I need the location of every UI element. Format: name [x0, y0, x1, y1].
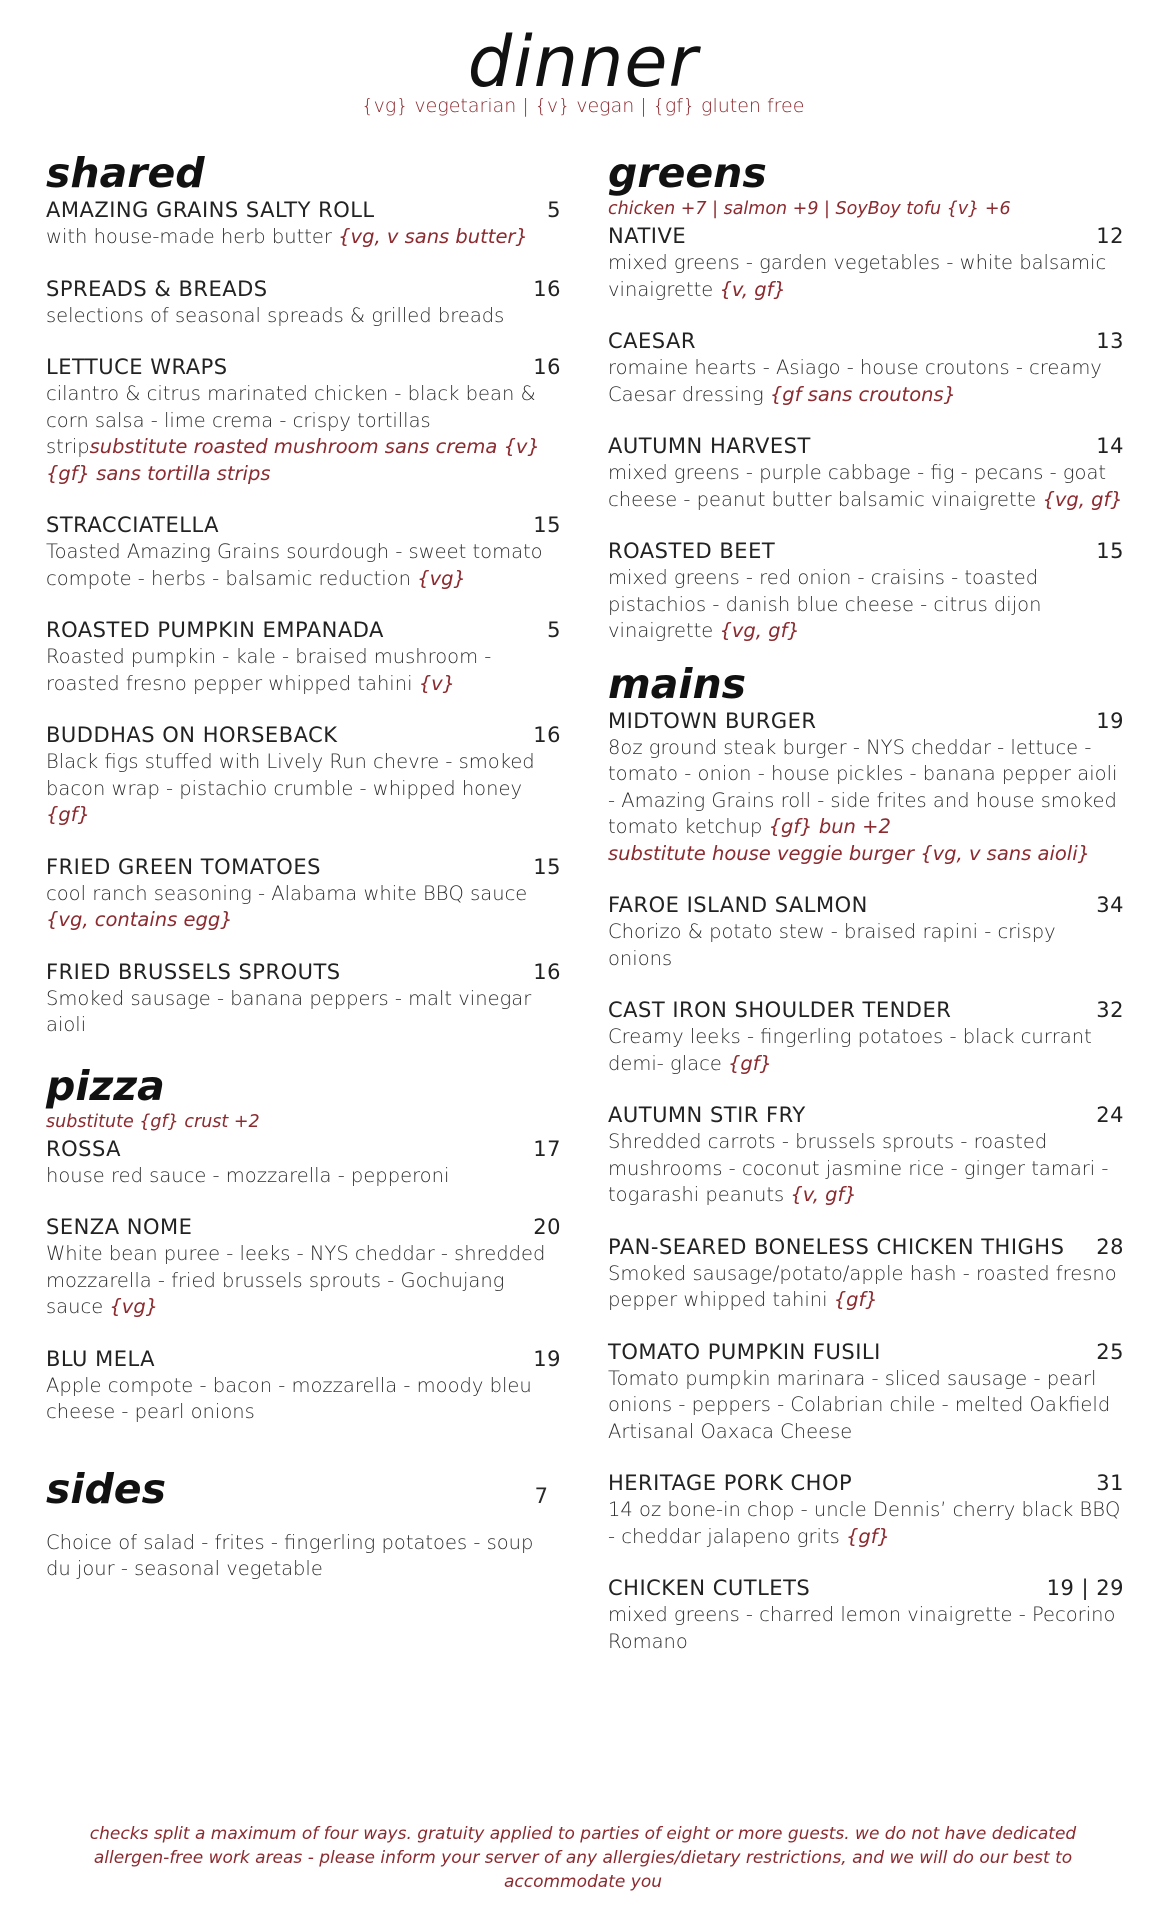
menu-item-price: 24: [1096, 1103, 1124, 1127]
left-column: [46, 150, 561, 1583]
menu-item-description-text: with house-made herb butter: [46, 225, 339, 248]
menu-item-dietary-tag: {gf}: [46, 803, 91, 826]
menu-item-name: SENZA NOME: [46, 1215, 193, 1239]
menu-item-dietary-tag: {gf sans croutons}: [769, 382, 957, 406]
menu-item: [46, 1213, 561, 1321]
menu-item-dietary-tag: {vg, gf}: [1042, 487, 1123, 511]
menu-item: [46, 275, 561, 330]
menu-item-description: [608, 1366, 1124, 1446]
pizza-items: [46, 1135, 561, 1426]
menu-item-description-text: Apple compote - bacon - mozzarella - moody bleu cheese - pearl onions: [46, 1373, 532, 1423]
menu-item-description: [46, 881, 561, 934]
menu-item-price: 14: [1096, 434, 1124, 458]
menu-item-description: [608, 1024, 1124, 1077]
menu-item-price: 16: [533, 355, 561, 379]
menu-item-name: AMAZING GRAINS SALTY ROLL: [46, 198, 375, 222]
menu-item-price: 16: [533, 276, 561, 301]
menu-item-description-text: mixed greens - garden vegetables - white balsamic vinaigrette: [608, 251, 1107, 301]
menu-item: [46, 1345, 561, 1426]
menu-item: [46, 853, 561, 934]
menu-item-description: [46, 644, 561, 697]
menu-item: [608, 1574, 1124, 1655]
menu-item-description-text: selections of seasonal spreads & grilled breads: [46, 303, 505, 327]
menu-item-name: FRIED BRUSSELS SPROUTS: [46, 959, 341, 984]
menu-item-price: 19 | 29: [1046, 1576, 1124, 1600]
menu-item-header: [608, 1233, 1124, 1261]
menu-item-description-text: Creamy leeks - fingerling potatoes - black currant demi- glace: [608, 1025, 1092, 1075]
menu-item-name: AUTUMN STIR FRY: [608, 1103, 806, 1127]
sides-price: 7: [534, 1483, 548, 1508]
menu-item-header: [608, 537, 1124, 565]
menu-item-description: [608, 1602, 1124, 1655]
menu-item-price: 5: [547, 198, 561, 222]
menu-item: [608, 222, 1124, 303]
menu-item-description-text: White bean puree - leeks - NYS cheddar - shredded mozzarella - fried brussels sprouts - Gochujang sauce: [46, 1242, 546, 1318]
menu-item: [608, 996, 1124, 1077]
menu-item-header: [46, 1135, 561, 1163]
menu-item-header: [608, 707, 1124, 735]
section-title-greens: greens: [608, 149, 767, 197]
menu-item-name: AUTUMN HARVEST: [608, 434, 811, 458]
menu-item: [46, 353, 561, 487]
menu-item-header: [46, 353, 561, 381]
menu-item-description-text: mixed greens - purple cabbage - fig - pecans - goat cheese - peanut butter balsamic vinaigrette: [608, 461, 1107, 511]
menu-item-price: 31: [1096, 1471, 1124, 1495]
menu-item-description-text: 14 oz bone-in chop - uncle Dennis’ cherry black BBQ - cheddar jalapeno grits: [608, 1498, 1121, 1548]
menu-item-dietary-tag: {gf} sans tortilla strips: [46, 461, 271, 485]
shared-items: [46, 196, 561, 1039]
menu-item-description: [608, 460, 1124, 513]
menu-item-dietary-tag: {v}: [418, 671, 456, 695]
menu-item-name: LETTUCE WRAPS: [46, 355, 228, 379]
menu-item-price: 17: [533, 1136, 561, 1161]
menu-item-description: [46, 1241, 561, 1321]
menu-item-description-text: romaine hearts - Asiago - house croutons - creamy Caesar dressing: [608, 356, 1102, 406]
menu-item-price: 15: [533, 854, 561, 879]
menu-item-name: BLU MELA: [46, 1346, 156, 1371]
menu-item-name: HERITAGE PORK CHOP: [608, 1471, 853, 1495]
menu-item-header: [608, 1101, 1124, 1129]
menu-item-dietary-tag: {vg}: [417, 566, 466, 590]
menu-item-header: [608, 432, 1124, 460]
sides-description: Choice of salad - frites - fingerling potatoes - soup du jour - seasonal vegetable: [46, 1530, 534, 1580]
menu-item-name: MIDTOWN BURGER: [608, 708, 817, 733]
menu-item-dietary-tag: substitute roasted mushroom sans crema {v}: [89, 435, 540, 458]
menu-item-price: 5: [547, 618, 561, 642]
menu-item-dietary-tag: {gf}: [728, 1051, 773, 1075]
menu-item-name: ROASTED PUMPKIN EMPANADA: [46, 618, 384, 642]
menu-item-header: [608, 1469, 1124, 1497]
menu-item-name: BUDDHAS ON HORSEBACK: [46, 723, 338, 747]
menu-item-header: [46, 853, 561, 881]
pizza-note: substitute {gf} crust +2: [46, 1111, 260, 1132]
menu-item-name: FRIED GREEN TOMATOES: [46, 854, 321, 879]
menu-item-header: [608, 1574, 1124, 1602]
menu-item-price: 16: [533, 723, 561, 747]
menu-item: [608, 891, 1124, 972]
menu-item-dietary-tag: {vg, gf}: [719, 619, 800, 642]
section-title-mains: mains: [608, 659, 747, 708]
menu-item-price: 32: [1096, 998, 1124, 1022]
menu-item-price: 16: [533, 959, 561, 984]
menu-item-price: 34: [1096, 893, 1124, 917]
menu-item-name: PAN-SEARED BONELESS CHICKEN THIGHS: [608, 1234, 1065, 1259]
menu-item-description: [46, 986, 561, 1039]
mains-items: [608, 707, 1124, 1656]
menu-item-description-text: Smoked sausage - banana peppers - malt vinegar aioli: [46, 986, 532, 1036]
menu-item-header: [46, 1213, 561, 1241]
sides-header: [46, 1466, 548, 1512]
menu-item-dietary-tag: {vg}: [109, 1295, 159, 1318]
menu-item-description-text: Shredded carrots - brussels sprouts - roasted mushrooms - coconut jasmine rice - ginger tamari - togarashi peanuts: [608, 1130, 1109, 1206]
menu-item-header: [46, 958, 561, 986]
menu-item-name: CAESAR: [608, 329, 696, 353]
menu-item-price: 28: [1096, 1234, 1124, 1259]
menu-item: [608, 1469, 1124, 1550]
menu-item-header: [46, 721, 561, 749]
menu-item-price: 15: [533, 513, 561, 537]
menu-item-description-text: mixed greens - red onion - craisins - toasted pistachios - danish blue cheese - citrus dijon vinaigrette: [608, 566, 1042, 642]
menu-item-dietary-tag: {gf} bun +2: [768, 815, 891, 838]
menu-item-name: ROSSA: [46, 1136, 122, 1161]
menu-item: [46, 511, 561, 592]
menu-item: [608, 1101, 1124, 1209]
menu-item-price: 12: [1096, 224, 1124, 248]
menu-item-price: 15: [1096, 539, 1124, 563]
menu-item-header: [46, 196, 561, 224]
menu-item-dietary-tag: {v, gf}: [719, 277, 786, 301]
menu-item-description-text: cilantro & citrus marinated chicken - black bean & corn salsa - lime crema - crispy tortillas strip: [46, 382, 536, 458]
menu-item-price: 19: [1096, 708, 1124, 733]
menu-item: [46, 196, 561, 251]
menu-item-name: CAST IRON SHOULDER TENDER: [608, 998, 952, 1022]
menu-item-description: [608, 919, 1124, 972]
menu-item-description: [608, 1261, 1124, 1314]
menu-item: [608, 537, 1124, 645]
menu-item-price: 20: [533, 1215, 561, 1239]
menu-item-description-text: Roasted pumpkin - kale - braised mushroom - roasted fresno pepper whipped tahini: [46, 645, 492, 695]
menu-item: [46, 616, 561, 697]
menu-item-description-text: Toasted Amazing Grains sourdough - sweet tomato compote - herbs - balsamic reduction: [46, 540, 543, 590]
menu-item: [608, 1233, 1124, 1314]
menu-item-description: [608, 735, 1124, 868]
section-title-shared: shared: [46, 149, 205, 197]
section-title-pizza: pizza: [46, 1061, 165, 1110]
menu-item-description: [608, 1497, 1124, 1550]
menu-item-description: [46, 749, 561, 829]
menu-title: dinner: [467, 21, 699, 103]
menu-item-description: [608, 250, 1124, 303]
menu-item-name: STRACCIATELLA: [46, 513, 219, 537]
menu-item-dietary-tag: substitute house veggie burger {vg, v sans aioli}: [608, 841, 1091, 865]
menu-item-description-text: cool ranch seasoning - Alabama white BBQ sauce: [46, 881, 528, 905]
menu-item-price: 19: [533, 1346, 561, 1371]
menu-item-description-text: Smoked sausage/potato/apple hash - roasted fresno pepper whipped tahini: [608, 1261, 1117, 1311]
menu-item-header: [608, 996, 1124, 1024]
menu-item-description: [46, 303, 561, 330]
menu-item-description-text: Black figs stuffed with Lively Run chevre - smoked bacon wrap - pistachio crumble - whipped honey: [46, 750, 535, 800]
menu-item-header: [46, 616, 561, 644]
menu-item-description: [608, 565, 1124, 645]
menu-item-header: [608, 222, 1124, 250]
menu-item-name: CHICKEN CUTLETS: [608, 1576, 811, 1600]
menu-item-header: [46, 511, 561, 539]
greens-items: [608, 222, 1124, 645]
menu-item-price: 13: [1096, 329, 1124, 353]
menu-item-name: FAROE ISLAND SALMON: [608, 893, 868, 917]
menu-item-header: [608, 327, 1124, 355]
menu-item-description: [46, 381, 561, 487]
menu-item-description: [46, 1373, 561, 1426]
dietary-legend: {vg} vegetarian | {v} vegan | {gf} gluten free: [361, 95, 805, 117]
menu-item-dietary-tag: {vg, v sans butter}: [338, 225, 528, 248]
section-title-sides: sides: [46, 1464, 167, 1513]
footer-note: checks split a maximum of four ways. gratuity applied to parties of eight or more guests. we do not have dedicated allergen-free work areas - please inform your server of any allergies/dietary restrictions, and we will do our best to accommodate you: [89, 1824, 1077, 1892]
menu-item-header: [608, 1338, 1124, 1366]
menu-item-name: NATIVE: [608, 224, 687, 248]
menu-item-description-text: Chorizo & potato stew - braised rapini - crispy onions: [608, 920, 1056, 970]
menu-item: [46, 721, 561, 829]
menu-item-description-text: house red sauce - mozzarella - pepperoni: [46, 1163, 450, 1187]
menu-item-header: [46, 1345, 561, 1373]
menu-item: [608, 1338, 1124, 1446]
menu-item-price: 25: [1096, 1339, 1124, 1364]
menu-item-description: [46, 539, 561, 592]
menu-item-name: SPREADS & BREADS: [46, 276, 268, 301]
menu-item: [46, 1135, 561, 1190]
menu-item: [608, 327, 1124, 408]
menu-item-dietary-tag: {gf}: [833, 1288, 878, 1311]
menu-item-description: [46, 1163, 561, 1190]
menu-item: [608, 707, 1124, 868]
menu-item-description-text: 8oz ground steak burger - NYS cheddar - lettuce - tomato - onion - house pickles - banana pepper aioli - Amazing Grains roll - side frites and house smoked tomato ketchup: [608, 735, 1118, 838]
menu-item-description: [608, 355, 1124, 408]
menu-item-name: TOMATO PUMPKIN FUSILI: [608, 1339, 881, 1364]
menu-item-name: ROASTED BEET: [608, 539, 776, 563]
menu-item-dietary-tag: {gf}: [845, 1524, 891, 1548]
menu-item-header: [46, 275, 561, 303]
menu-item-description: [46, 224, 561, 251]
menu-item-description: [608, 1129, 1124, 1209]
menu-item: [46, 958, 561, 1039]
menu-item-dietary-tag: {v, gf}: [790, 1183, 857, 1206]
menu-item-description-text: Tomato pumpkin marinara - sliced sausage - pearl onions - peppers - Colabrian chile - melted Oakfield Artisanal Oaxaca Cheese: [608, 1366, 1111, 1443]
greens-note: chicken +7 | salmon +9 | SoyBoy tofu {v} +6: [608, 199, 1011, 219]
menu-item-header: [608, 891, 1124, 919]
right-column: [608, 150, 1124, 1679]
menu-item-dietary-tag: {vg, contains egg}: [46, 908, 233, 931]
menu-item: [608, 432, 1124, 513]
menu-item-description-text: mixed greens - charred lemon vinaigrette - Pecorino Romano: [608, 1603, 1116, 1653]
